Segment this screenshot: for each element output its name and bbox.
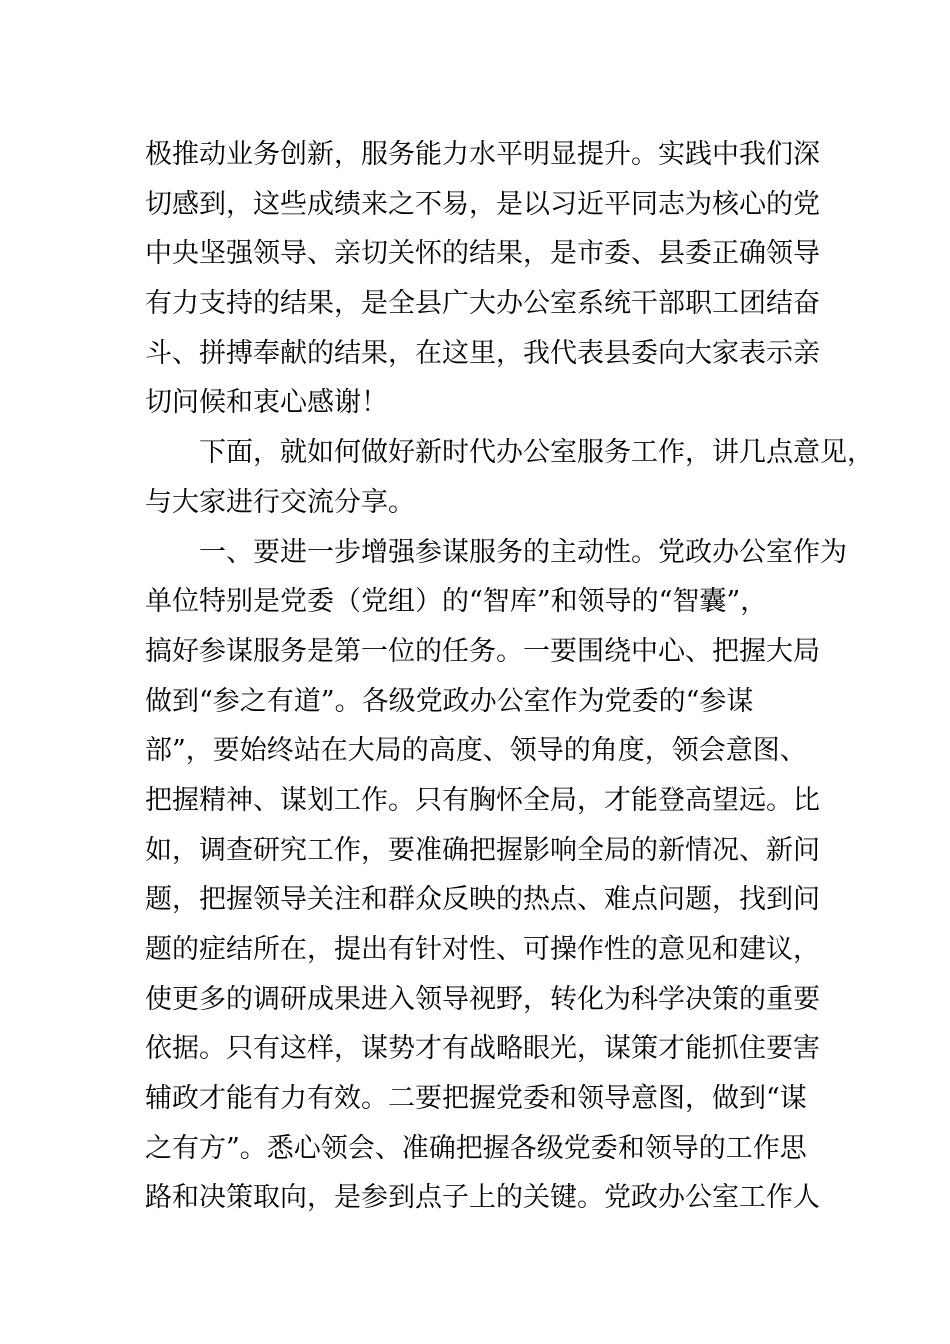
paragraph-1 xyxy=(145,130,825,428)
text-line: 之有方”。悉心领会、准确把握各级党委和领导的工作思 xyxy=(145,1132,807,1164)
text-line: 题的症结所在，提出有针对性、可操作性的意见和建议， xyxy=(145,934,820,965)
text-line: 中央坚强领导、亲切关怀的结果，是市委、县委正确领导 xyxy=(145,238,820,270)
text-line: 单位特别是党委（党组）的“智库”和领导的“智囊”， xyxy=(145,586,768,618)
text-line: 做到“参之有道”。各级党政办公室作为党委的“参谋 xyxy=(145,685,754,717)
text-line: 极推动业务创新，服务能力水平明显提升。实践中我们深 xyxy=(145,139,820,170)
text-line: 切问候和衷心感谢！ xyxy=(145,387,388,419)
paragraph-3 xyxy=(145,528,847,1224)
text-line: 与大家进行交流分享。 xyxy=(145,486,415,518)
text-line: 路和决策取向，是参到点子上的关键。党政办公室工作人 xyxy=(145,1182,820,1214)
text-line: 辅政才能有力有效。二要把握党委和领导意图，做到“谋 xyxy=(145,1083,807,1115)
text-line: 部”，要始终站在大局的高度、领导的角度，领会意图、 xyxy=(145,735,807,767)
text-line: 依据。只有这样，谋势才有战略眼光，谋策才能抓住要害 xyxy=(145,1033,820,1065)
text-line: 下面，就如何做好新时代办公室服务工作，讲几点意见， xyxy=(145,437,874,469)
document-body xyxy=(145,130,874,1223)
text-line: 搞好参谋服务是第一位的任务。一要围绕中心、把握大局 xyxy=(145,635,820,667)
text-line: 如，调查研究工作，要准确把握影响全局的新情况、新问 xyxy=(145,834,820,866)
text-line: 斗、拼搏奉献的结果，在这里，我代表县委向大家表示亲 xyxy=(145,337,820,369)
text-line: 一、要进一步增强参谋服务的主动性。党政办公室作为 xyxy=(145,536,847,568)
text-line: 题，把握领导关注和群众反映的热点、难点问题，找到问 xyxy=(145,884,820,916)
text-line: 使更多的调研成果进入领导视野，转化为科学决策的重要 xyxy=(145,983,820,1015)
text-line: 把握精神、谋划工作。只有胸怀全局，才能登高望远。比 xyxy=(145,784,820,816)
text-line: 有力支持的结果，是全县广大办公室系统干部职工团结奋 xyxy=(145,288,820,320)
text-line: 切感到，这些成绩来之不易，是以习近平同志为核心的党 xyxy=(145,188,820,220)
paragraph-2 xyxy=(145,428,874,527)
